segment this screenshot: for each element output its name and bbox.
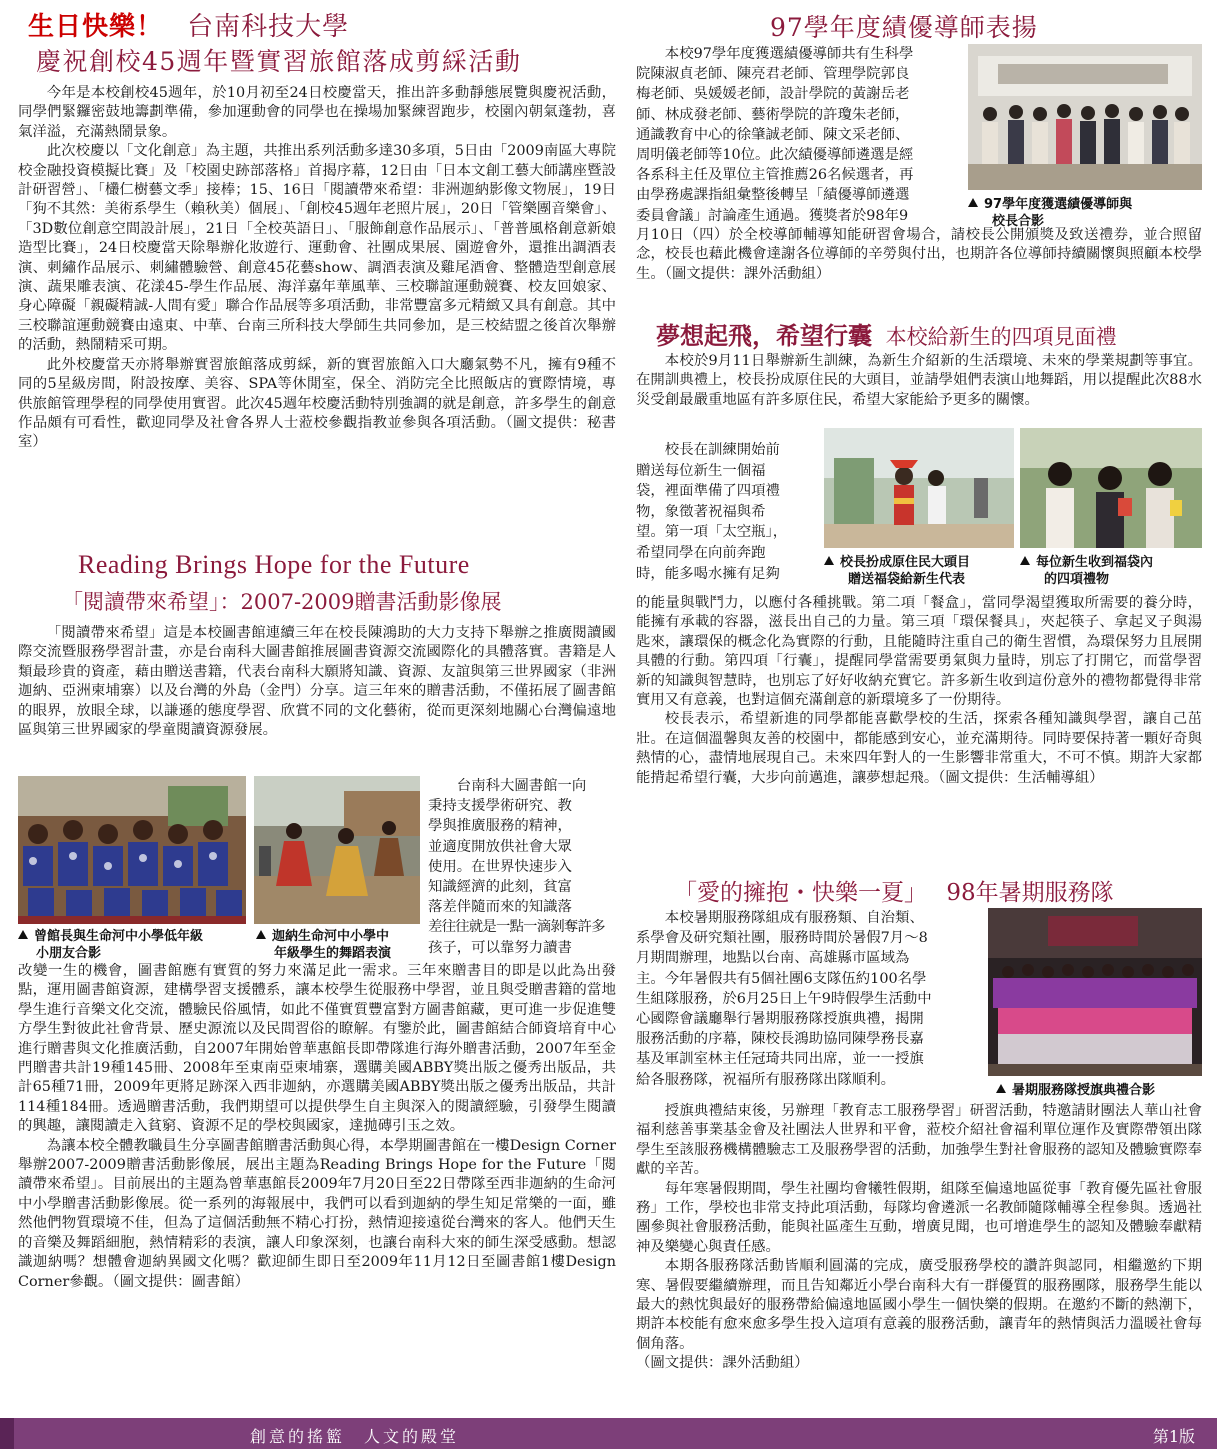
art2-side-line: 學與推廣服務的精神，: [428, 818, 572, 835]
art3-body-continued: [636, 226, 1202, 284]
art1-title-line2: 慶祝創校45週年暨實習旅館落成剪綵活動: [36, 47, 522, 76]
art4-side-line: 時，能多喝水擁有足夠: [636, 565, 780, 582]
art3-line: 周明儀老師等10位。此次績優導師遴選是經: [636, 147, 914, 164]
art4-caption-1-line-a: 校長扮成原住民大頭目: [840, 555, 971, 570]
art2-side-line: 知識經濟的此刻，貧富: [428, 879, 572, 896]
art4-body-continued: [636, 594, 1202, 788]
art3-caption-line-b: 校長合影: [992, 214, 1045, 229]
art4-caption-1-line-b: 贈送福袋給新生代表: [848, 572, 966, 587]
art3-caption-line-a: 97學年度獲選績優導師與: [984, 197, 1133, 212]
mentors-group-image: [968, 44, 1202, 190]
page-number: 第1版: [1152, 1427, 1195, 1446]
art2-title-chinese: 「閱讀帶來希望」：2007-2009贈書活動影像展: [62, 590, 502, 614]
art2-side-line: 孩子，可以靠努力讀書: [428, 939, 572, 956]
art5-paragraph-3: 每年寒暑假期間，學生社團均會犧牲假期，組隊至偏遠地區從事「教育優先區社會服務」工作，學校也非常支持此項活動，每隊均會遴派一名教師隨隊輔導全程參與。透過社團參與社會服務活動，能與社區產生互動，增廣見聞，也可增進學生的認知及體驗奉獻精神及樂變心與責任感。: [636, 1180, 1202, 1255]
art4-paragraph-3: 校長表示，希望新進的同學都能喜歡學校的生活，探索各種知識與學習，讓自己茁壯。在這個溫馨與友善的校園中，都能感到安心，並充滿期待。同時要保持著一顆好奇與熱情的心，盡情地展現自己。未來四年對人的一生影響非常重大，不可不慎。期許大家都能揹起希望行囊，大步向前邁進，讓夢想起飛。（圖文提供：生活輔導組）: [636, 711, 1202, 786]
art2-caption-2-line-b: 年級學生的舞蹈表演: [274, 946, 392, 961]
art5-caption-text: 暑期服務隊授旗典禮合影: [1012, 1083, 1156, 1098]
art4-caption-1: [824, 554, 1016, 588]
art4-title: [656, 316, 1117, 351]
caption-triangle-icon: [824, 556, 834, 565]
art2-body-continued: [18, 962, 616, 1292]
art2-caption-1-line-b: 小朋友合影: [36, 946, 102, 961]
art2-side-line: 差往往就是一點一滴剝奪許多: [428, 919, 605, 936]
art4-side-text: [636, 440, 812, 584]
art5-line: 心國際會議廳舉行暑期服務隊授旗典禮，揭開: [636, 1011, 924, 1028]
art3-photo-mentors: [968, 44, 1202, 190]
art3-line: 院陳淑貞老師、陳亮君老師、管理學院郭良: [636, 66, 910, 83]
art2-side-line: 秉持支援學術研究、教: [428, 798, 572, 815]
art2-photo-children-group: [18, 776, 246, 924]
art2-side-line: 使用。在世界快速步入: [428, 858, 572, 875]
art2-title-english: Reading Brings Hope for the Future: [78, 550, 470, 579]
caption-triangle-icon: [256, 930, 266, 939]
art3-line: 師、林成發老師、藝術學院的許瓊朱老師，: [636, 106, 910, 123]
art3-line: 各系科主任及單位主管推薦26名候選者，再: [636, 167, 914, 184]
art5-title-main: 「愛的擁抱・快樂一夏」: [674, 880, 927, 906]
art2-caption-1: [18, 928, 250, 962]
dance-performance-image: [254, 776, 420, 924]
art2-paragraph-1: 「閱讀帶來希望」這是本校圖書館連續三年在校長陳鴻助的大力支持下舉辦之推廣閱讀國際交流暨服務學習計畫，亦是台南科大圖書館推展圖書資源交流國際化的具體落實。書籍是人類最珍貴的資產，藉由贈送書籍，代表台南科大願將知識、資源、友誼與第三世界國家（非洲迦納、亞洲柬埔寨）以及台灣的外島（金門）分享。這三年來的贈書活動，不僅拓展了圖書館的眼界，放眼全球，以謙遜的態度學習、欣賞不同的文化藝術，從而更深刻地關心台灣偏遠地區與第三世界國家的學童閱讀資源發展。: [18, 625, 616, 739]
art1-title-line1: [28, 6, 349, 43]
art3-rest: 月10日（四）於全校導師輔導知能研習會場合，請校長公開頒獎及致送禮券，並合照留念，校長也藉此機會達謝各位導師的辛勞與付出，也期許各位導師持續關懷與照顧本校學生。（圖文提供：課外活動組）: [636, 227, 1202, 282]
art1-title-birthday: 生日快樂！: [28, 12, 164, 42]
art5-paragraph-4: 本期各服務隊活動皆順利圓滿的完成，廣受服務學校的讚許與認同，相繼邀約下期寒、暑假要繼續辦理，而且告知鄰近小學台南科大有一群優質的服務團隊，服務學生能以最大的熱忱與最好的服務帶給偏遠地區國小學生一個快樂的假期。在邀約不斷的熱潮下，期許本校能有愈來愈多學生投入這項有意義的服務活動，讓青年的熱情與活力溫暖社會每個角落。: [636, 1258, 1202, 1352]
art5-line: 主。今年暑假共有5個社團6支隊伍約100名學: [636, 970, 927, 987]
art2-side-line: 並適度開放供社會大眾: [428, 838, 572, 855]
art4-side-line: 希望同學在向前奔跑: [636, 544, 766, 561]
art4-side-line: 袋，裡面準備了四項禮: [636, 483, 780, 500]
art2-side-line: 落差伴隨而來的知識落: [428, 899, 572, 916]
art2-paragraph-3: 為讓本校全體教職員生分享圖書館贈書活動與心得，本學期圖書館在一樓Design Corner舉辦2007-2009贈書活動影像展，展出主題為Reading Brings Hope for the Future「閱讀帶來希望」。目前展出的主題為曾華惠館長2009年7月20日至22日帶隊至西非迦納的生命河中小學贈書活動影像展。從一系列的海報展中，我們可以看到迦納的學生知足常樂的一面，雖然他們物質環境不佳，但為了這個活動無不精心打扮，熱情迎接遠從台灣來的客人。他們天生的音樂及舞蹈細胞，熱情精彩的表演，讓人印象深刻，也讓台南科大來的師生深受感動。想認識迦納嗎？想體會迦納異國文化嗎？歡迎師生即日至2009年11月12日至圖書館1樓Design Corner參觀。（圖文提供：圖書館）: [18, 1137, 616, 1290]
art4-title-sub: 本校給新生的四項見面禮: [885, 325, 1117, 349]
art3-line: 由學務處課指組彙整後轉呈「績優導師遴選: [636, 187, 910, 204]
caption-triangle-icon: [1020, 556, 1030, 565]
art2-caption-1-line-a: 曾館長與生命河中小學低年級: [34, 929, 204, 944]
art2-side-text: [428, 776, 616, 958]
art3-line: 通識教育中心的徐肇誠老師、陳文采老師、: [636, 126, 910, 143]
art5-line: 生組隊服務，於6月25日上午9時假學生活動中: [636, 990, 932, 1007]
caption-triangle-icon: [996, 1084, 1006, 1093]
art5-line: 本校暑期服務隊組成有服務類、自治類、: [664, 910, 924, 926]
art4-intro: [636, 352, 1202, 410]
freshmen-gifts-image: [1020, 428, 1202, 548]
art5-photo-service-team: [988, 908, 1202, 1076]
children-group-image: [18, 776, 246, 924]
art3-title: 97學年度績優導師表揚: [770, 13, 1038, 42]
art5-body-continued: [636, 1102, 1202, 1374]
art2-intro: [18, 624, 616, 740]
art3-line: 梅老師、吳媛媛老師，設計學院的黃謝岳老: [636, 86, 910, 103]
art4-paragraph-1: 本校於9月11日舉辦新生訓練，為新生介紹新的生活環境、未來的學業規劃等事宜。在開訓典禮上，校長扮成原住民的大頭目，並請學姐們表演山地舞蹈，用以提醒此次88水災受創最嚴重地區有許多原住民，希望大家能給予更多的關懷。: [636, 353, 1202, 408]
caption-triangle-icon: [968, 198, 978, 207]
footer-motto: 創意的搖籃 人文的殿堂: [250, 1427, 460, 1446]
art4-title-main: 夢想起飛，希望行囊: [656, 321, 872, 350]
art1-paragraph-2: 此次校慶以「文化創意」為主題，共推出系列活動多達30多項，5日由「2009南區大專院校金融投資模擬比賽」及「校園史跡部落格」首揭序幕，12日由「日本文創工藝大師講座暨設計研習營」、「欉仁樹藝文季」接棒；15、16日「閱讀帶來希望：非洲迦納影像文物展」，19日「狗不其然：美術系學生（賴秋美）個展」、「創校45週年老照片展」，20日「管樂團音樂會」、「3D數位創意空間設計展」，21日「全校英語日」、「服飾創意作品展示」、「普普風格創意新娘造型比賽」，24日校慶當天除舉辦化妝遊行、運動會、社團成果展、園遊會外，還推出調酒表演、刺繡作品展示、刺繡體驗營、創意45花藝show、調酒表演及雞尾酒會、整體造型創意展演、蔬果雕表演、花漾45-學生作品展、海洋嘉年華風華、三校聯誼運動競賽、校友回娘家、身心障礙「親礙精誠-人間有愛」聯合作品展等多項活動，非常豐富多元精緻又具有創意。其中三校聯誼運動競賽由遠東、中華、台南三所科技大學師生共同參加，是三校結盟之後首次舉辦的活動，熱鬧精采可期。: [18, 143, 616, 354]
art5-title-sub: 98年暑期服務隊: [946, 880, 1114, 906]
art2-caption-2: [256, 928, 424, 962]
art3-line: 本校97學年度獲選績優導師共有生科學: [664, 46, 914, 62]
art4-caption-2: [1020, 554, 1202, 588]
art3-caption: [968, 196, 1202, 230]
art5-line: 服務活動的序幕，陳校長鴻助協同陳學務長嘉: [636, 1031, 924, 1048]
art5-credit: （圖文提供：課外活動組）: [636, 1355, 809, 1372]
art4-photo-freshmen: [1020, 428, 1202, 548]
art4-caption-2-line-a: 每位新生收到福袋內: [1036, 555, 1154, 570]
art2-caption-2-line-a: 迦納生命河中小學中: [272, 929, 390, 944]
footer-bar: [0, 1418, 1217, 1449]
art3-line: 委員會議」討論產生通過。獲獎者於98年9: [636, 207, 909, 224]
art2-side-line: 台南科大圖書館一向: [456, 778, 587, 794]
art5-narrow-text: [636, 908, 982, 1090]
art1-paragraph-1: 今年是本校創校45週年，於10月初至24日校慶當天，推出許多動靜態展覽與慶祝活動，同學們緊鑼密鼓地籌劃準備，參加運動會的同學也在操場加緊練習跑步，校園內朝氣蓬勃，喜氣洋溢，充滿熱鬧景象。: [18, 85, 616, 140]
art3-narrow-text: [636, 44, 964, 226]
art5-line: 月期間辦理，地點以台南、高雄縣市區域為: [636, 950, 910, 967]
art4-caption-2-line-b: 的四項禮物: [1044, 572, 1110, 587]
art1-title-school: 台南科技大學: [187, 12, 350, 42]
art1-body: [18, 84, 616, 453]
art2-paragraph-2-rest: 改變一生的機會，圖書館應有實質的努力來滿足此一需求。三年來贈書目的即是以此為出發點，運用圖書館資源，建構學習支援體系，讓本校學生從服務中學習，並且與受贈書籍的當地學生進行音樂文化交流，體驗民俗風情，如此不僅實質豐富對方圖書館藏，更可進一步促進雙方學生對彼此社會背景、歷史源流以及民間習俗的瞭解。有鑒於此，圖書館結合師資培育中心進行贈書與文化推廣活動，自2007年開始曾華惠館長即帶隊進行海外贈書活動，2007年至金門贈書共計19種145冊、2008年至東南亞柬埔寨，選購美國ABBY獎出版之優秀出版品，共計65種71冊，2009年更將足跡深入西非迦納，亦選購美國ABBY獎出版之優秀出版品，共計114種184冊。透過贈書活動，我們期望可以提供學生自主與深入的閱讀經驗，引發學生閱讀的興趣，讓閱讀走入貧窮、資源不足的學校與國家，達拋磚引玉之效。: [18, 963, 616, 1135]
art4-side-line: 贈送每位新生一個福: [636, 462, 766, 479]
art5-paragraph-2: 授旗典禮結束後，另辦理「教育志工服務學習」研習活動，特邀請財團法人華山社會福利慈善事業基金會及社團法人世界和平會，蒞校介紹社會福利單位運作及實際帶領出隊學生至該服務機構體驗志工及服務學習的活動，加強學生對社會服務的認知及體驗實際奉獻的辛苦。: [636, 1103, 1202, 1178]
art5-line: 基及軍訓室林主任冠琦共同出席，並一一授旗: [636, 1051, 924, 1068]
art4-side-line: 校長在訓練開始前: [664, 442, 780, 458]
art4-side-line: 望。第一項「太空瓶」，: [636, 524, 788, 541]
service-team-image: [988, 908, 1202, 1076]
art2-photo-dance-performance: [254, 776, 420, 924]
art4-side-line: 物，象徵著祝福與希: [636, 503, 766, 520]
art5-caption: [996, 1082, 1202, 1099]
art1-paragraph-3: 此外校慶當天亦將舉辦實習旅館落成剪綵，新的實習旅館入口大廳氣勢不凡，擁有9種不同的5星級房間，附設按摩、美容、SPA等休閒室，保全、消防完全比照飯店的實際情境，專供旅館管理學程的同學使用實習。此次45週年校慶活動特別強調的就是創意，許多學生的創意作品頗有可看性，歡迎同學及社會各界人士蒞校參觀指教並參與各項活動。（圖文提供：秘書室）: [18, 356, 616, 451]
art4-photo-principal: [824, 428, 1014, 548]
caption-triangle-icon: [18, 930, 28, 939]
art5-title: [674, 874, 1114, 907]
footer-accent: [0, 1418, 14, 1449]
art5-line: 給各服務隊，祝福所有服務隊出隊順利。: [636, 1071, 896, 1088]
art5-line: 系學會及研究類社團，服務時間於暑假7月～8: [636, 930, 928, 947]
principal-costume-image: [824, 428, 1014, 548]
art4-paragraph-2-rest: 的能量與戰鬥力，以應付各種挑戰。第二項「餐盒」，當同學渴望獲取所需要的養分時，能擁有承載的容器，滋長出自己的力量。第三項「環保餐具」，夾起筷子、拿起叉子與湯匙來，讓環保的概念化為實際的行動，且能隨時注重自己的衛生習慣，為環保努力且展開具體的行動。第四項「行囊」，提醒同學當需要勇氣與力量時，別忘了打開它，而當學習新的知識與智慧時，也別忘了好好收納充實它。許多新生收到這份意外的禮物都覺得非常實用又有意義，也對這個充滿創意的新環境多了一份期待。: [636, 595, 1202, 709]
